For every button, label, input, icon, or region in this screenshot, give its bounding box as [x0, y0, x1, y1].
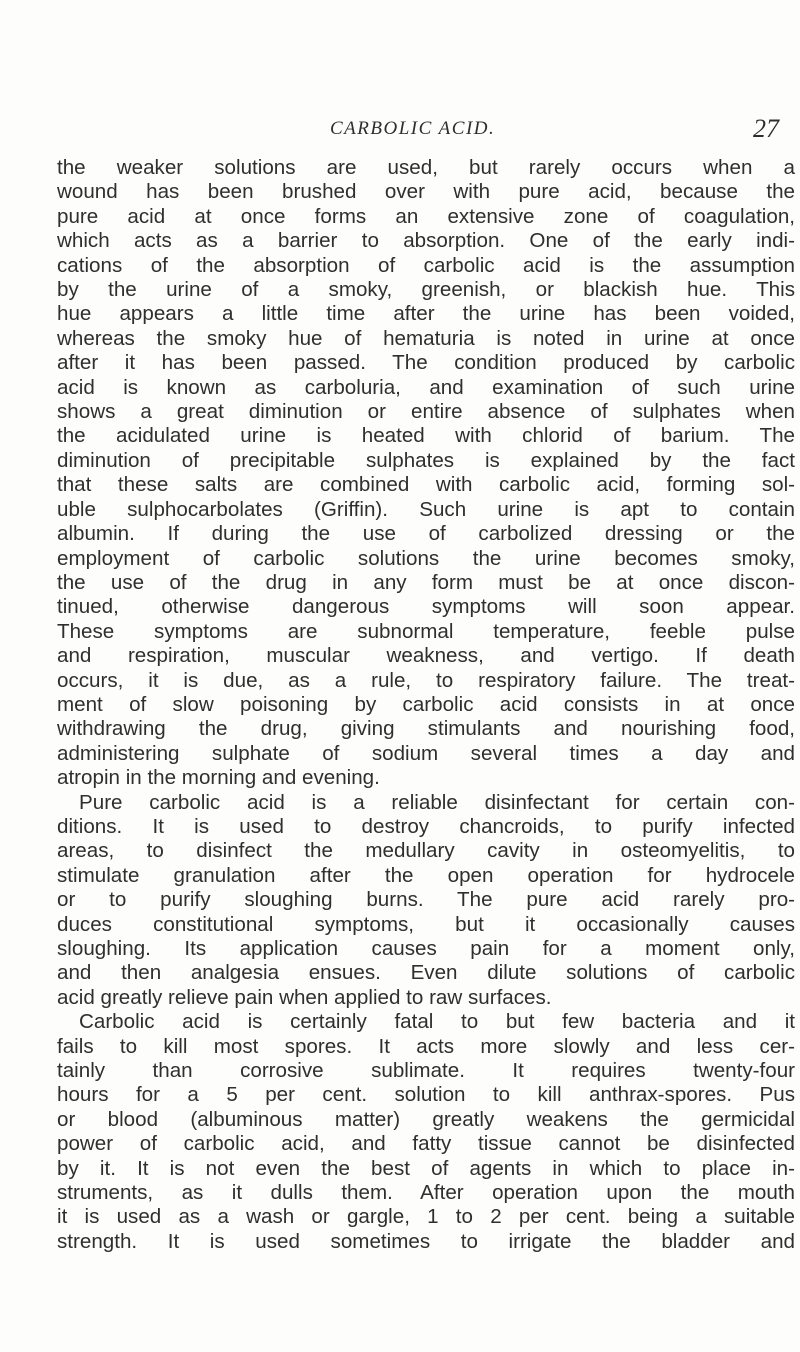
text-line: by the urine of a smoky, greenish, or blackish hue. This	[57, 278, 795, 302]
text-line: cations of the absorption of carbolic acid is the assumption	[57, 253, 795, 277]
text-line: which acts as a barrier to absorption. One of the early indi-	[57, 229, 795, 253]
text-line: and then analgesia ensues. Even dilute solutions of carbolic	[57, 961, 795, 985]
text-line: shows a great diminution or entire absence of sulphates when	[57, 400, 795, 424]
running-title: CARBOLIC ACID.	[330, 118, 496, 139]
text-line: sloughing. Its application causes pain for a moment only,	[57, 937, 795, 960]
text-line: whereas the smoky hue of hematuria is noted in urine at once	[57, 326, 795, 350]
text-line: after it has been passed. The condition produced by carbolic	[57, 351, 795, 375]
paragraph-3	[57, 1010, 795, 1254]
text-line: ment of slow poisoning by carbolic acid consists in at once	[57, 692, 795, 716]
text-line: diminution of precipitable sulphates is explained by the fact	[57, 448, 795, 472]
text-line: or to purify sloughing burns. The pure acid rarely pro-	[57, 888, 795, 912]
text-line: ditions. It is used to destroy chancroids, to purify infected	[57, 814, 795, 838]
text-line: hue appears a little time after the urine has been voided,	[57, 302, 795, 326]
text-line: the use of the drug in any form must be at once discon-	[57, 570, 795, 594]
body-text	[57, 156, 795, 1254]
text-line: areas, to disinfect the medullary cavity in osteomyelitis, to	[57, 839, 795, 863]
text-line: and respiration, muscular weakness, and vertigo. If death	[57, 644, 795, 668]
text-line: it is used as a wash or gargle, 1 to 2 per cent. being a suitable	[57, 1205, 795, 1229]
text-line: occurs, it is due, as a rule, to respiratory failure. The treat-	[57, 668, 795, 692]
text-line: by it. It is not even the best of agents in which to place in-	[57, 1156, 795, 1180]
text-line: acid is known as carboluria, and examination of such urine	[57, 375, 795, 399]
text-line: duces constitutional symptoms, but it occasionally causes	[57, 912, 795, 936]
text-line: tinued, otherwise dangerous symptoms will soon appear.	[57, 595, 795, 619]
text-line: administering sulphate of sodium several times a day and	[57, 741, 795, 765]
text-line: the weaker solutions are used, but rarely occurs when a	[57, 156, 795, 179]
text-line: uble sulphocarbolates (Griffin). Such urine is apt to contain	[57, 497, 795, 521]
text-line: wound has been brushed over with pure acid, because the	[57, 180, 795, 204]
text-line: pure acid at once forms an extensive zone of coagulation,	[57, 204, 795, 228]
text-line: power of carbolic acid, and fatty tissue cannot be disinfected	[57, 1132, 795, 1156]
text-line: strength. It is used sometimes to irrigate the bladder and	[57, 1229, 795, 1253]
text-line: Pure carbolic acid is a reliable disinfectant for certain con-	[79, 790, 795, 814]
text-line: acid greatly relieve pain when applied to raw surfaces.	[57, 985, 552, 1009]
text-line: Carbolic acid is certainly fatal to but few bacteria and it	[79, 1010, 795, 1034]
text-line: the acidulated urine is heated with chlorid of barium. The	[57, 424, 795, 448]
text-line: struments, as it dulls them. After operation upon the mouth	[57, 1181, 795, 1205]
text-line: that these salts are combined with carbolic acid, forming sol-	[57, 473, 795, 497]
text-line: atropin in the morning and evening.	[57, 766, 380, 790]
text-line: tainly than corrosive sublimate. It requires twenty-four	[57, 1059, 795, 1083]
text-line: stimulate granulation after the open operation for hydrocele	[57, 863, 795, 887]
text-line: fails to kill most spores. It acts more slowly and less cer-	[57, 1034, 795, 1058]
paragraph-1	[57, 156, 795, 791]
text-line: withdrawing the drug, giving stimulants and nourishing food,	[57, 717, 795, 741]
paragraph-2	[57, 791, 795, 1011]
text-line: or blood (albuminous matter) greatly weakens the germicidal	[57, 1107, 795, 1131]
page-number: 27	[753, 114, 779, 143]
text-line: employment of carbolic solutions the urine becomes smoky,	[57, 546, 795, 570]
text-line: albumin. If during the use of carbolized dressing or the	[57, 522, 795, 546]
text-line: These symptoms are subnormal temperature, feeble pulse	[57, 619, 795, 643]
text-line: hours for a 5 per cent. solution to kill anthrax-spores. Pus	[57, 1083, 795, 1107]
running-head	[0, 114, 800, 146]
